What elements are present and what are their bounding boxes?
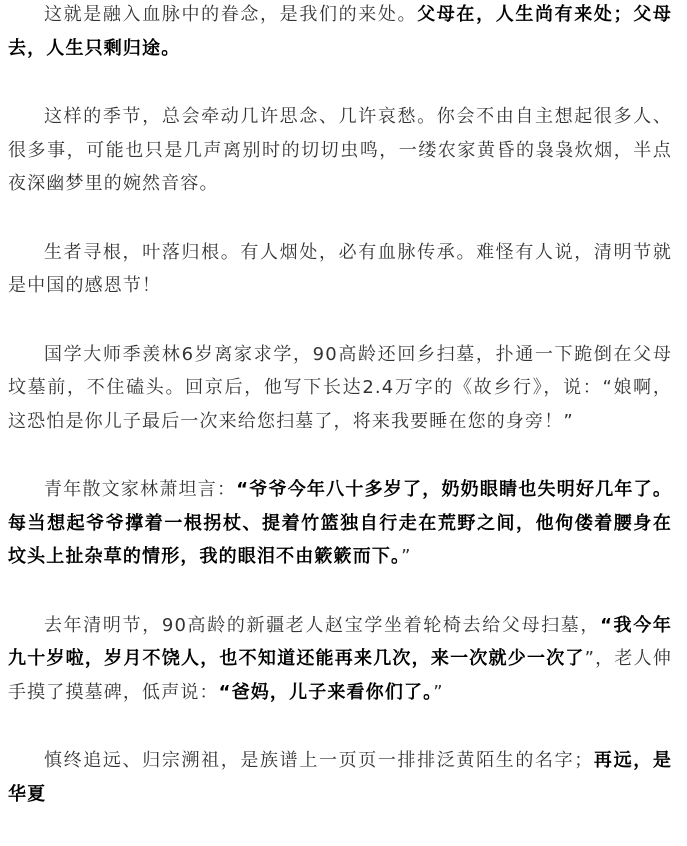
text-segment: ”，老人伸手摸了摸墓碑，低声说： <box>8 648 673 703</box>
text-segment: 去年清明节，90高龄的新疆老人赵宝学坐着轮椅去给父母扫墓， <box>44 614 601 636</box>
text-segment: 这样的季节，总会牵动几许思念、几许哀愁。你会不由自主想起很多人、很多事，可能也只是几声离别时的切切虫鸣，一缕农家黄昏的袅袅炊烟，半点夜深幽梦里的婉然音容。 <box>8 106 672 194</box>
paragraph-6 <box>8 609 672 710</box>
bold-quote: “爸妈，儿子来看你们了。 <box>218 681 434 703</box>
text-segment: 国学大师季羡林6岁离家求学，90高龄还回乡扫墓，扑通一下跪倒在父母坟墓前，不住磕头。回京后，他写下长达2.4万字的《故乡行》，说：“娘啊，这恐怕是你儿子最后一次来给您扫墓了，将来我要睡在您的身旁！” <box>8 343 672 432</box>
bold-quote: 再远，是华夏 <box>8 750 672 805</box>
bold-quote: “爷爷今年八十多岁了，奶奶眼睛也失明好几年了。每当想起爷爷撑着一根拐杖、提着竹篮独自行走在荒野之间，他佝偻着腰身在坟头上扯杂草的情形，我的眼泪不由簌簌而下。 <box>8 479 673 567</box>
text-segment: ” <box>433 681 444 703</box>
paragraph-5 <box>8 473 672 574</box>
text-segment: 青年散文家林萧坦言： <box>44 479 237 500</box>
paragraph-7 <box>8 744 672 811</box>
paragraph-4 <box>8 338 672 439</box>
paragraph-1 <box>8 0 672 65</box>
article-body <box>8 0 672 846</box>
bold-quote: “我今年九十岁啦，岁月不饶人，也不知道还能再来几次，来一次就少一次了 <box>8 614 672 669</box>
paragraph-3 <box>8 236 672 303</box>
text-segment: 生者寻根，叶落归根。有人烟处，必有血脉传承。难怪有人说，清明节就是中国的感恩节！ <box>8 241 672 296</box>
bold-quote: 父母在，人生尚有来处；父母去，人生只剩归途。 <box>8 4 672 59</box>
text-segment: 这就是融入血脉中的眷念，是我们的来处。 <box>44 4 418 25</box>
text-segment: ” <box>401 546 412 567</box>
paragraph-2 <box>8 100 672 201</box>
text-segment: 慎终追远、归宗溯祖，是族谱上一页页一排排泛黄陌生的名字； <box>44 750 594 771</box>
